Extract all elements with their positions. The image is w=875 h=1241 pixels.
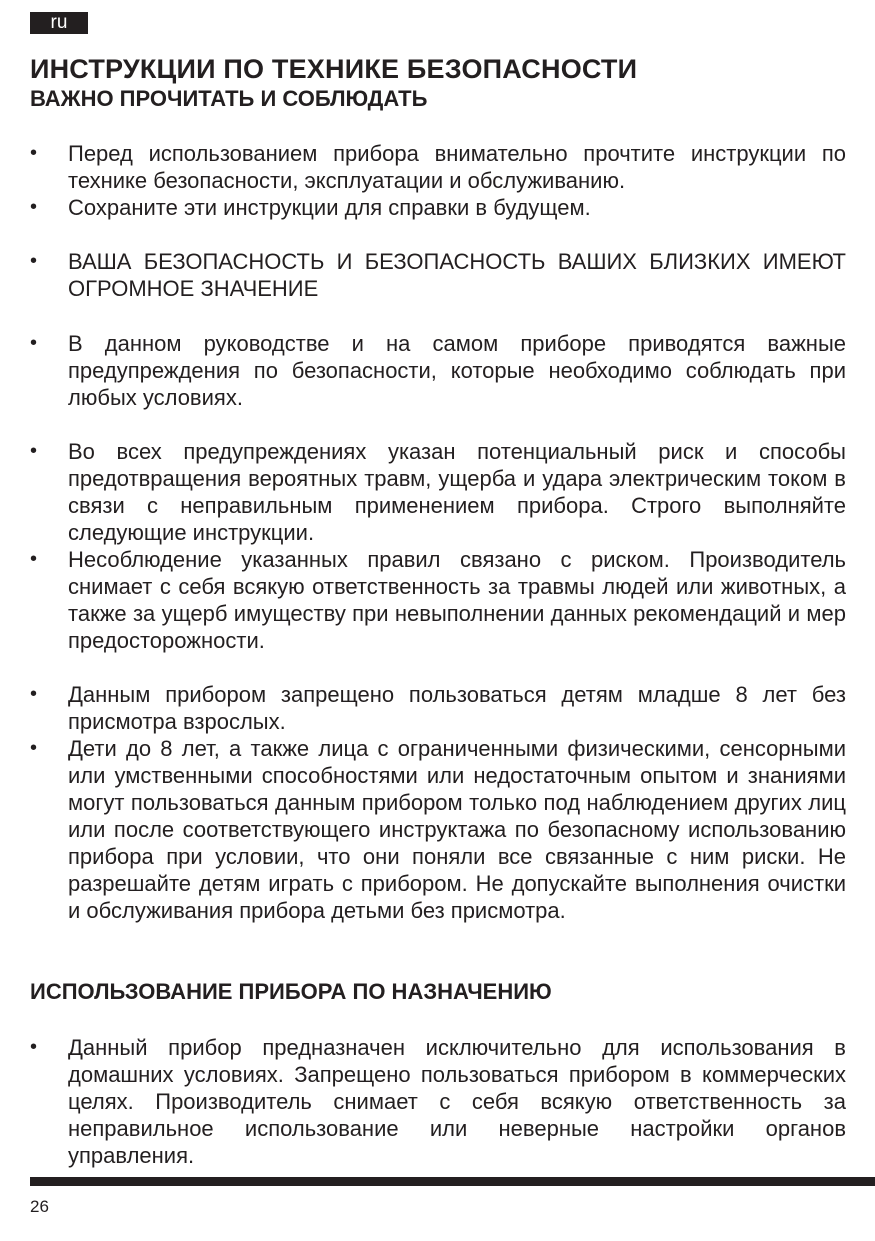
bullet-icon: • [30, 440, 38, 462]
list-item-text: ВАША БЕЗОПАСНОСТЬ И БЕЗОПАСНОСТЬ ВАШИХ БЛИЗКИХ ИМЕЮТ ОГРОМНОЕ ЗНАЧЕНИЕ [68, 249, 846, 301]
bullet-icon: • [30, 332, 38, 354]
section-title: ИСПОЛЬЗОВАНИЕ ПРИБОРА ПО НАЗНАЧЕНИЮ [30, 979, 552, 1004]
language-badge: ru [30, 12, 88, 34]
list-item [30, 140, 846, 194]
bullet-icon: • [30, 250, 38, 272]
bullet-group-5 [30, 681, 846, 924]
page-subtitle: ВАЖНО ПРОЧИТАТЬ И СОБЛЮДАТЬ [30, 86, 428, 111]
bullet-group-2 [30, 248, 846, 302]
bullet-icon: • [30, 548, 38, 570]
footer-divider [30, 1177, 875, 1186]
bullet-icon: • [30, 683, 38, 705]
bullet-group-section-2 [30, 1034, 846, 1169]
bullet-icon: • [30, 142, 38, 164]
bullet-group-1 [30, 140, 846, 221]
bullet-group-3 [30, 330, 846, 411]
list-item-text: Сохраните эти инструкции для справки в будущем. [68, 195, 591, 220]
list-item [30, 330, 846, 411]
list-item [30, 248, 846, 302]
list-item [30, 546, 846, 654]
bullet-icon: • [30, 1036, 38, 1058]
list-item-text: Во всех предупреждениях указан потенциальный риск и способы предотвращения вероятных травм, ущерба и удара электрическим током в связи с неправильным применением прибора. Строго выполняйте следующие инструкции. [68, 439, 846, 545]
bullet-icon: • [30, 737, 38, 759]
list-item-text: В данном руководстве и на самом приборе приводятся важные предупреждения по безопасности, которые необходимо соблюдать при любых условиях. [68, 331, 846, 410]
bullet-icon: • [30, 196, 38, 218]
list-item-text: Дети до 8 лет, а также лица с ограниченными физическими, сенсорными или умственными способностями или недостаточным опытом и знаниями могут пользоваться данным прибором только под наблюдением других лиц или после соответствующего инструктажа по безопасному использованию прибора при условии, что они поняли все связанные с ним риски. Не разрешайте детям играть с прибором. Не допускайте выполнения очистки и обслуживания прибора детьми без присмотра. [68, 736, 846, 923]
bullet-group-4 [30, 438, 846, 654]
page-title: ИНСТРУКЦИИ ПО ТЕХНИКЕ БЕЗОПАСНОСТИ [30, 54, 638, 84]
list-item-text: Перед использованием прибора внимательно прочтите инструкции по технике безопасности, эксплуатации и обслуживанию. [68, 141, 846, 193]
list-item-text: Данным прибором запрещено пользоваться детям младше 8 лет без присмотра взрослых. [68, 682, 846, 734]
list-item [30, 1034, 846, 1169]
list-item [30, 194, 846, 221]
list-item [30, 735, 846, 924]
list-item [30, 438, 846, 546]
list-item-text: Данный прибор предназначен исключительно для использования в домашних условиях. Запрещено пользоваться прибором в коммерческих целях. Производитель снимает с себя всякую ответственность за неправильное использование или неверные настройки органов управления. [68, 1035, 846, 1168]
list-item [30, 681, 846, 735]
page-number: 26 [30, 1197, 49, 1216]
list-item-text: Несоблюдение указанных правил связано с риском. Производитель снимает с себя всякую ответственность за травмы людей или животных, а также за ущерб имуществу при невыполнении данных рекомендаций и мер предосторожности. [68, 547, 846, 653]
